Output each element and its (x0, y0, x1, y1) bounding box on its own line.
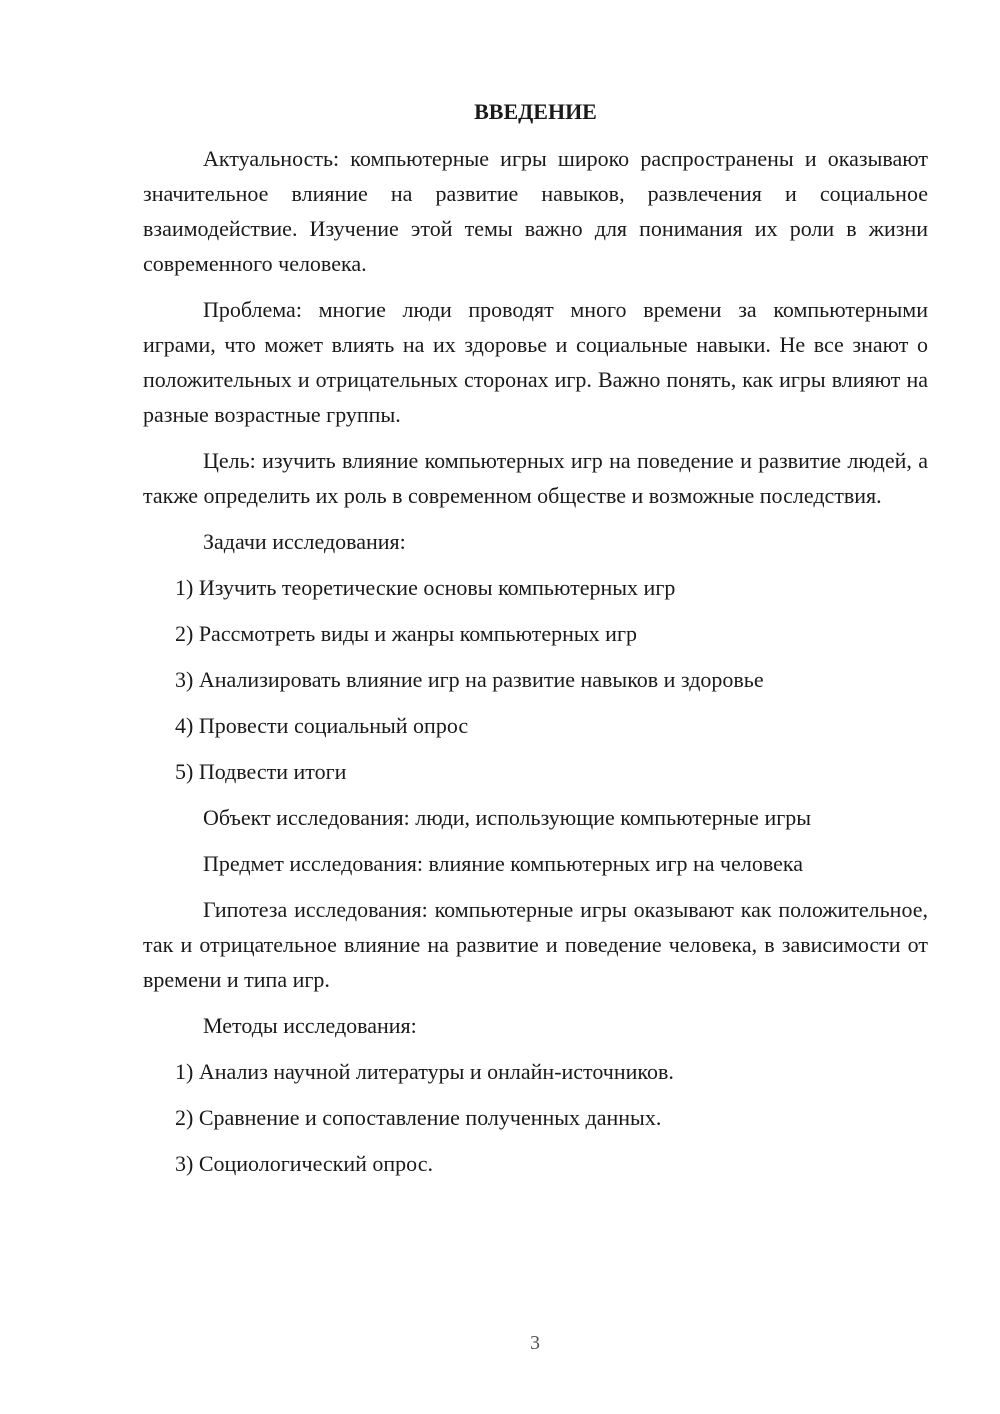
list-item: 1) Анализ научной литературы и онлайн-источников. (175, 1059, 674, 1084)
list-item: 2) Рассмотреть виды и жанры компьютерных игр (175, 621, 637, 646)
paragraph-goal: Цель: изучить влияние компьютерных игр на поведение и развитие людей, а также определить их роль в современном обществе и возможные последствия. (143, 448, 928, 508)
research-subject: Предмет исследования: влияние компьютерных игр на человека (203, 851, 803, 876)
list-item: 1) Изучить теоретические основы компьютерных игр (175, 575, 676, 600)
page-number: 3 (530, 1332, 540, 1354)
list-item: 4) Провести социальный опрос (175, 713, 469, 738)
list-item: 5) Подвести итоги (175, 759, 347, 784)
list-item: 3) Социологический опрос. (175, 1151, 433, 1176)
document-body (143, 94, 928, 1192)
paragraph-problem: Проблема: многие люди проводят много времени за компьютерными играми, что может влиять на их здоровье и социальные навыки. Не все знают о положительных и отрицательных сторонах игр. Важно понять, как игры влияют на разные возрастные группы. (143, 297, 928, 427)
methods-heading: Методы исследования: (203, 1013, 417, 1038)
research-object: Объект исследования: люди, использующие компьютерные игры (203, 805, 812, 830)
paragraph-relevance: Актуальность: компьютерные игры широко распространены и оказывают значительное влияние на развитие навыков, развлечения и социальное взаимодействие. Изучение этой темы важно для понимания их роли в жизни современного человека. (143, 146, 928, 276)
tasks-heading: Задачи исследования: (203, 529, 406, 554)
document-title: ВВЕДЕНИЕ (474, 99, 597, 124)
list-item: 3) Анализировать влияние игр на развитие навыков и здоровье (175, 667, 764, 692)
research-hypothesis: Гипотеза исследования: компьютерные игры оказывают как положительное, так и отрицательное влияние на развитие и поведение человека, в зависимости от времени и типа игр. (143, 897, 928, 992)
list-item: 2) Сравнение и сопоставление полученных данных. (175, 1105, 662, 1130)
